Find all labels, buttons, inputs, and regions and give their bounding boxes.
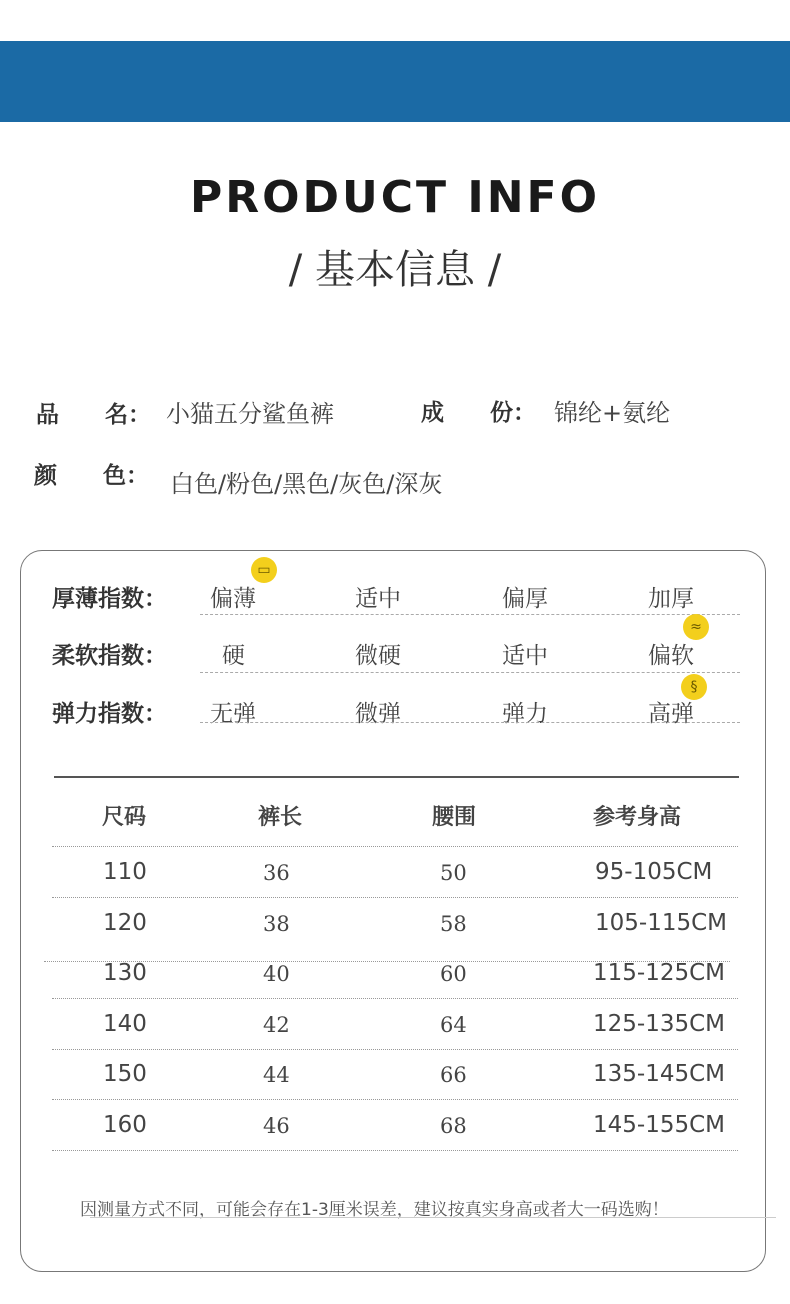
thickness-option: 偏薄 — [210, 586, 256, 612]
cell-size: 120 — [103, 910, 147, 936]
cell-size: 160 — [103, 1112, 147, 1138]
ruler-icon: ▭ — [251, 557, 277, 583]
row-divider — [52, 1049, 738, 1050]
wave-icon: ≈ — [683, 614, 709, 640]
softness-option: 适中 — [502, 643, 548, 669]
elasticity-option: 无弹 — [210, 701, 256, 727]
index-divider — [200, 722, 740, 723]
cell-length: 44 — [263, 1063, 290, 1087]
cell-size: 150 — [103, 1061, 147, 1087]
cell-height: 135-145CM — [593, 1061, 726, 1087]
cell-waist: 68 — [440, 1114, 467, 1138]
cell-length: 46 — [263, 1114, 290, 1138]
color-value: 白色/粉色/黑色/灰色/深灰 — [170, 470, 443, 498]
name-value: 小猫五分鲨鱼裤 — [166, 400, 334, 428]
thickness-option: 偏厚 — [502, 586, 548, 612]
page-title-cn: / 基本信息 / — [288, 247, 502, 293]
elasticity-option: 高弹 — [648, 701, 694, 727]
col-header-height: 参考身高 — [593, 805, 682, 830]
softness-option: 硬 — [222, 643, 245, 669]
row-divider — [52, 998, 738, 999]
cell-length: 36 — [263, 861, 290, 885]
softness-option: 微硬 — [355, 643, 401, 669]
page-title-en: PRODUCT INFO — [189, 172, 601, 223]
row-divider — [52, 1099, 738, 1100]
material-value: 锦纶+氨纶 — [554, 399, 671, 427]
cell-waist: 58 — [440, 912, 467, 936]
elasticity-index-label: 弹力指数： — [52, 701, 167, 727]
thickness-option: 适中 — [355, 586, 401, 612]
cell-waist: 66 — [440, 1063, 467, 1087]
cell-height: 115-125CM — [593, 960, 726, 986]
table-top-rule — [54, 776, 739, 778]
cell-length: 40 — [263, 962, 290, 986]
thickness-index-label: 厚薄指数： — [52, 586, 167, 612]
elasticity-option: 弹力 — [502, 701, 548, 727]
elasticity-option: 微弹 — [355, 701, 401, 727]
col-header-length: 裤长 — [258, 805, 303, 830]
cell-height: 105-115CM — [595, 910, 728, 936]
cell-size: 130 — [103, 960, 147, 986]
row-divider — [52, 1150, 738, 1151]
row-divider — [52, 846, 738, 847]
cell-height: 145-155CM — [593, 1112, 726, 1138]
footnote-rule — [90, 1217, 776, 1218]
cell-size: 110 — [103, 859, 147, 885]
index-divider — [200, 672, 740, 673]
cell-length: 42 — [263, 1013, 290, 1037]
color-label: 颜 色： — [34, 463, 149, 489]
col-header-waist: 腰围 — [432, 805, 477, 830]
index-divider — [200, 614, 740, 615]
cell-size: 140 — [103, 1011, 147, 1037]
cell-waist: 60 — [440, 962, 467, 986]
softness-option: 偏软 — [648, 643, 694, 669]
measurement-note: 因测量方式不同，可能会存在1-3厘米误差，建议按真实身高或者大一码选购！ — [80, 1200, 669, 1220]
cell-waist: 64 — [440, 1013, 467, 1037]
material-label: 成 份： — [421, 400, 536, 426]
name-label: 品 名： — [36, 402, 151, 428]
cell-waist: 50 — [440, 861, 467, 885]
cell-height: 125-135CM — [593, 1011, 726, 1037]
cell-height: 95-105CM — [595, 859, 713, 885]
thickness-option: 加厚 — [648, 586, 694, 612]
col-header-size: 尺码 — [102, 805, 147, 830]
top-banner — [0, 41, 790, 122]
cell-length: 38 — [263, 912, 290, 936]
spring-icon: § — [681, 674, 707, 700]
row-divider — [52, 897, 738, 898]
softness-index-label: 柔软指数： — [52, 643, 167, 669]
